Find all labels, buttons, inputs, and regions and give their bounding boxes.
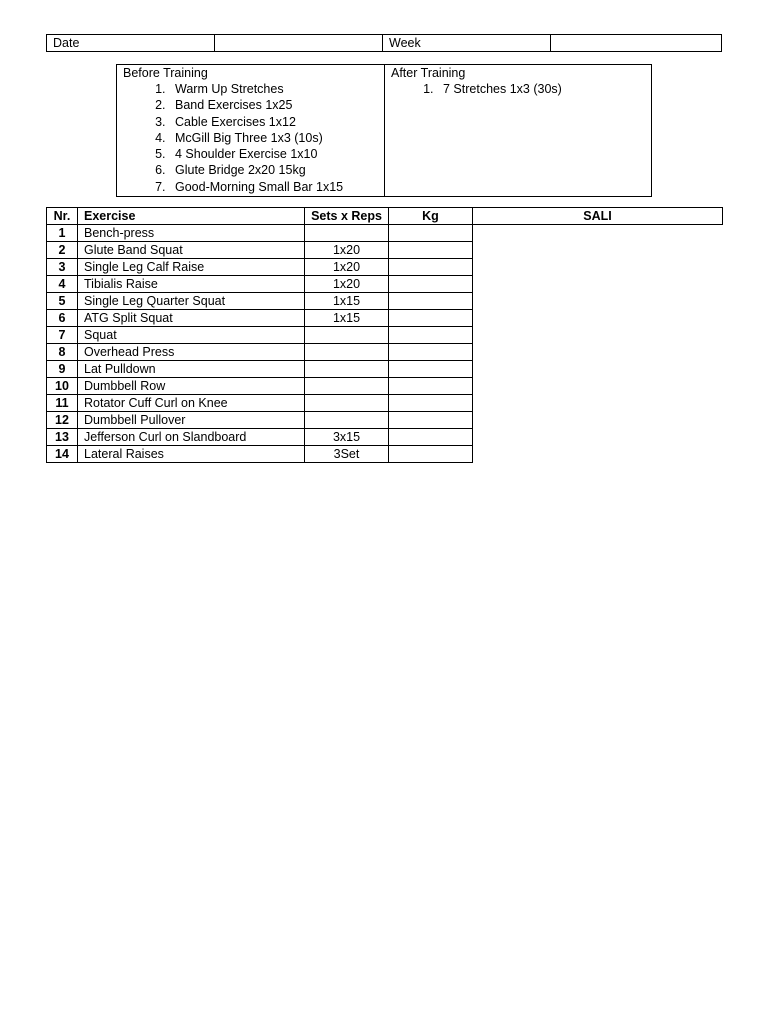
exercise-sets-reps[interactable] xyxy=(305,361,389,378)
header-exercise: Exercise xyxy=(78,208,305,225)
exercise-kg[interactable] xyxy=(389,225,473,242)
before-training-title: Before Training xyxy=(123,66,208,80)
exercise-row xyxy=(47,429,723,446)
exercise-sets-reps[interactable] xyxy=(305,225,389,242)
exercise-number: 8 xyxy=(47,344,78,361)
exercise-table-header xyxy=(47,208,723,225)
exercise-kg[interactable] xyxy=(389,259,473,276)
exercise-row xyxy=(47,225,723,242)
exercise-row xyxy=(47,242,723,259)
exercise-number: 11 xyxy=(47,395,78,412)
exercise-name: ATG Split Squat xyxy=(78,310,305,327)
header-nr: Nr. xyxy=(47,208,78,225)
exercise-sets-reps[interactable]: 1x20 xyxy=(305,276,389,293)
before-training-item: 4. McGill Big Three 1x3 (10s) xyxy=(169,130,378,146)
exercise-row xyxy=(47,446,723,463)
exercise-number: 5 xyxy=(47,293,78,310)
exercise-name: Overhead Press xyxy=(78,344,305,361)
after-training-list xyxy=(391,81,645,97)
exercise-name: Lat Pulldown xyxy=(78,361,305,378)
exercise-number: 9 xyxy=(47,361,78,378)
header-sets-reps: Sets x Reps xyxy=(305,208,389,225)
exercise-kg[interactable] xyxy=(389,276,473,293)
before-training-item: 1. Warm Up Stretches xyxy=(169,81,378,97)
exercise-number: 3 xyxy=(47,259,78,276)
exercise-sets-reps[interactable] xyxy=(305,395,389,412)
exercise-row xyxy=(47,293,723,310)
exercise-number: 4 xyxy=(47,276,78,293)
exercise-table xyxy=(46,207,723,463)
date-field[interactable] xyxy=(215,35,383,52)
exercise-kg[interactable] xyxy=(389,446,473,463)
exercise-number: 2 xyxy=(47,242,78,259)
exercise-sets-reps[interactable]: 1x20 xyxy=(305,259,389,276)
training-routine-table xyxy=(116,64,652,197)
before-training-item: 3. Cable Exercises 1x12 xyxy=(169,114,378,130)
exercise-kg[interactable] xyxy=(389,412,473,429)
exercise-row xyxy=(47,412,723,429)
exercise-name: Glute Band Squat xyxy=(78,242,305,259)
exercise-kg[interactable] xyxy=(389,361,473,378)
exercise-row xyxy=(47,395,723,412)
exercise-sets-reps[interactable]: 1x20 xyxy=(305,242,389,259)
exercise-name: Rotator Cuff Curl on Knee xyxy=(78,395,305,412)
exercise-row xyxy=(47,259,723,276)
week-label: Week xyxy=(383,35,551,52)
exercise-number: 10 xyxy=(47,378,78,395)
header-row xyxy=(47,35,722,52)
before-training-item: 7. Good-Morning Small Bar 1x15 xyxy=(169,179,378,195)
before-training-item: 2. Band Exercises 1x25 xyxy=(169,97,378,113)
exercise-name: Single Leg Calf Raise xyxy=(78,259,305,276)
before-training-cell xyxy=(117,65,385,197)
week-field[interactable] xyxy=(551,35,722,52)
exercise-number: 7 xyxy=(47,327,78,344)
exercise-sets-reps[interactable] xyxy=(305,378,389,395)
exercise-number: 13 xyxy=(47,429,78,446)
exercise-name: Bench-press xyxy=(78,225,305,242)
header-table xyxy=(46,34,722,52)
date-label: Date xyxy=(47,35,215,52)
exercise-sets-reps[interactable] xyxy=(305,412,389,429)
exercise-name: Dumbbell Row xyxy=(78,378,305,395)
exercise-sets-reps[interactable]: 1x15 xyxy=(305,310,389,327)
exercise-sets-reps[interactable]: 1x15 xyxy=(305,293,389,310)
exercise-sets-reps[interactable] xyxy=(305,327,389,344)
exercise-sets-reps[interactable]: 3x15 xyxy=(305,429,389,446)
before-training-list xyxy=(123,81,378,195)
exercise-kg[interactable] xyxy=(389,293,473,310)
exercise-name: Dumbbell Pullover xyxy=(78,412,305,429)
exercise-number: 14 xyxy=(47,446,78,463)
exercise-row xyxy=(47,276,723,293)
exercise-kg[interactable] xyxy=(389,395,473,412)
header-kg: Kg xyxy=(389,208,473,225)
exercise-kg[interactable] xyxy=(389,378,473,395)
after-training-cell xyxy=(385,65,652,197)
before-training-item: 6. Glute Bridge 2x20 15kg xyxy=(169,162,378,178)
after-training-title: After Training xyxy=(391,66,466,80)
exercise-row xyxy=(47,361,723,378)
exercise-sets-reps[interactable]: 3Set xyxy=(305,446,389,463)
exercise-kg[interactable] xyxy=(389,429,473,446)
exercise-number: 12 xyxy=(47,412,78,429)
exercise-kg[interactable] xyxy=(389,327,473,344)
exercise-row xyxy=(47,310,723,327)
after-training-item: 1. 7 Stretches 1x3 (30s) xyxy=(437,81,645,97)
notes-cell: SALI xyxy=(473,208,723,225)
exercise-name: Lateral Raises xyxy=(78,446,305,463)
exercise-row xyxy=(47,327,723,344)
exercise-row xyxy=(47,378,723,395)
exercise-number: 6 xyxy=(47,310,78,327)
exercise-name: Tibialis Raise xyxy=(78,276,305,293)
exercise-sets-reps[interactable] xyxy=(305,344,389,361)
exercise-name: Jefferson Curl on Slandboard xyxy=(78,429,305,446)
exercise-name: Squat xyxy=(78,327,305,344)
exercise-kg[interactable] xyxy=(389,242,473,259)
before-training-item: 5. 4 Shoulder Exercise 1x10 xyxy=(169,146,378,162)
exercise-kg[interactable] xyxy=(389,310,473,327)
exercise-name: Single Leg Quarter Squat xyxy=(78,293,305,310)
exercise-kg[interactable] xyxy=(389,344,473,361)
exercise-number: 1 xyxy=(47,225,78,242)
exercise-row xyxy=(47,344,723,361)
